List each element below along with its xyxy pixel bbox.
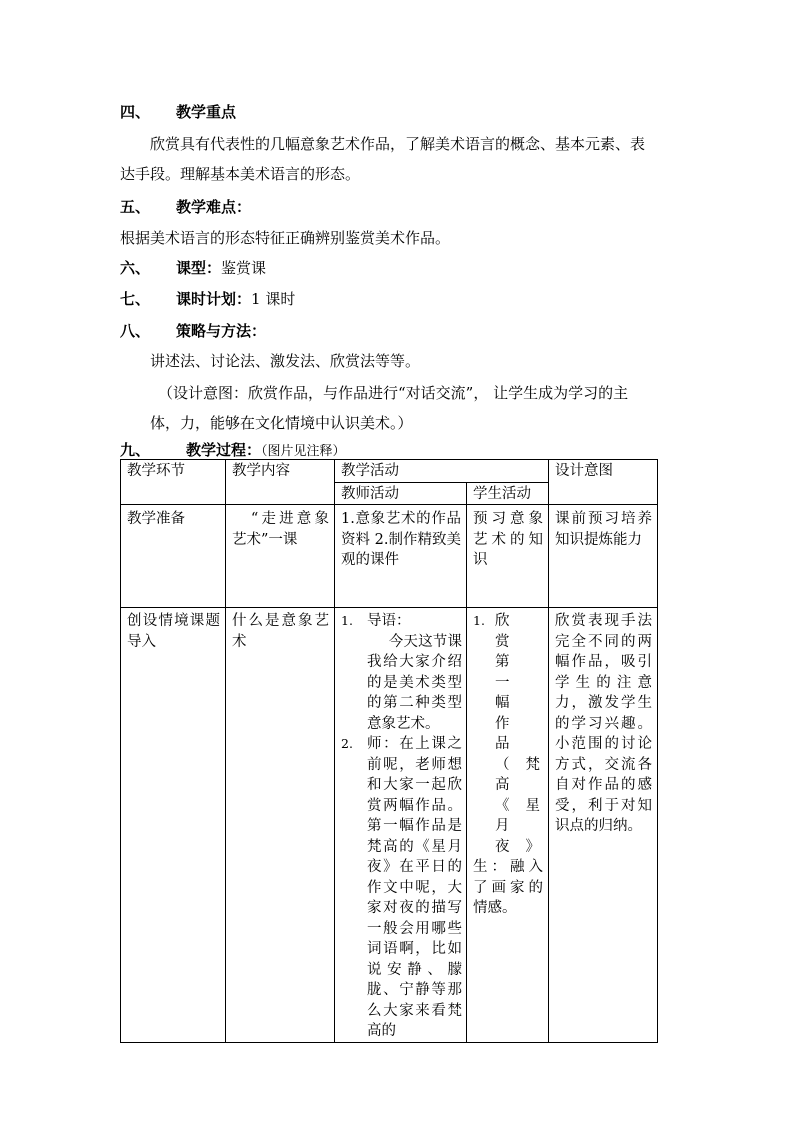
list-item bbox=[341, 734, 462, 1042]
list-item bbox=[341, 611, 462, 734]
item-text: 欣赏第一幅作品（梵高《星月夜》 bbox=[495, 613, 556, 855]
row2-content: 什么是意象艺术 bbox=[226, 608, 335, 1043]
section-value: 鉴赏课 bbox=[221, 259, 267, 277]
row2-student bbox=[467, 608, 556, 1043]
student-tail-text: 生：融入了画家的情感。 bbox=[473, 859, 543, 916]
header-intent: 设计意图 bbox=[549, 460, 658, 505]
header-link: 教学环节 bbox=[121, 460, 226, 505]
section-7-heading bbox=[120, 288, 295, 310]
section-8-note-line-2: 体，力，能够在文化情境中认识美术。） bbox=[150, 414, 413, 432]
section-number: 八、 bbox=[120, 322, 151, 340]
row2-link: 创设情境课题导入 bbox=[121, 608, 226, 1043]
header-teacher: 教师活动 bbox=[335, 482, 467, 505]
section-number: 六、 bbox=[120, 259, 151, 277]
section-8-note-line-1: （设计意图：欣赏作品，与作品进行“对话交流”， 让学生成为学习的主 bbox=[158, 384, 629, 402]
section-value: 1 课时 bbox=[251, 290, 296, 308]
row1-teacher: 1.意象艺术的作品资料 2.制作精致美观的课件 bbox=[335, 505, 467, 608]
section-title: 课时计划： bbox=[176, 290, 252, 308]
row1-link: 教学准备 bbox=[121, 505, 226, 608]
table-header-row bbox=[121, 460, 658, 483]
section-title: 课型： bbox=[176, 259, 222, 277]
section-4-body-line-1: 欣赏具有代表性的几幅意象艺术作品，了解美术语言的概念、基本元素、表 bbox=[150, 135, 646, 153]
section-5-heading bbox=[120, 196, 251, 218]
section-title: 教学难点： bbox=[176, 198, 252, 216]
table-row bbox=[121, 505, 658, 608]
item-text: 今天这节课我给大家介绍的是美术类型的第二种类型意象艺术。 bbox=[367, 633, 462, 732]
section-title: 策略与方法： bbox=[176, 322, 267, 340]
header-student: 学生活动 bbox=[467, 482, 549, 505]
item-number: 1. bbox=[341, 613, 353, 628]
section-number: 九、 bbox=[120, 441, 151, 459]
header-activity: 教学活动 bbox=[335, 460, 549, 483]
teacher-activity-list bbox=[341, 611, 462, 1042]
row1-content: “走进意象艺术”一课 bbox=[226, 505, 335, 608]
section-4-heading bbox=[120, 101, 236, 123]
row2-intent: 欣赏表现手法完全不同的两幅作品，吸引学生的注意力，激发学生的学习兴趣。小范围的讨论方式，交流各自对作品的感受，利于对知识点的归纳。 bbox=[549, 608, 658, 1043]
student-activity-list bbox=[473, 611, 556, 857]
section-title: 教学过程： bbox=[186, 441, 262, 459]
section-8-heading bbox=[120, 320, 266, 342]
section-note: （图片见注释） bbox=[261, 444, 346, 459]
section-title: 教学重点 bbox=[176, 103, 237, 121]
item-text: 师：在上课之前呢，老师想和大家一起欣赏两幅作品。第一幅作品是梵高的《星月夜》在平日的作文中呢，大家对夜的描写一般会用哪些词语啊，比如说安静、朦胧、宁静等那么大家来看梵高的 bbox=[367, 736, 462, 1039]
section-4-body-line-2: 达手段。理解基本美术语言的形态。 bbox=[120, 165, 361, 183]
item-number: 1. bbox=[473, 613, 485, 628]
section-6-heading bbox=[120, 257, 266, 279]
section-5-body: 根据美术语言的形态特征正确辨别鉴赏美术作品。 bbox=[120, 229, 451, 247]
table-row bbox=[121, 608, 658, 1043]
header-content: 教学内容 bbox=[226, 460, 335, 505]
item-label: 导语： bbox=[367, 613, 411, 629]
row1-intent: 课前预习培养知识提炼能力 bbox=[549, 505, 658, 608]
item-number: 2. bbox=[341, 736, 353, 751]
section-8-body: 讲述法、讨论法、激发法、欣赏法等等。 bbox=[150, 352, 421, 370]
section-number: 五、 bbox=[120, 198, 151, 216]
section-number: 四、 bbox=[120, 103, 151, 121]
section-number: 七、 bbox=[120, 290, 151, 308]
row1-student: 预习意象艺术的知识 bbox=[467, 505, 549, 608]
row2-teacher bbox=[335, 608, 467, 1043]
teaching-process-table bbox=[120, 459, 658, 1043]
list-item bbox=[473, 611, 556, 857]
